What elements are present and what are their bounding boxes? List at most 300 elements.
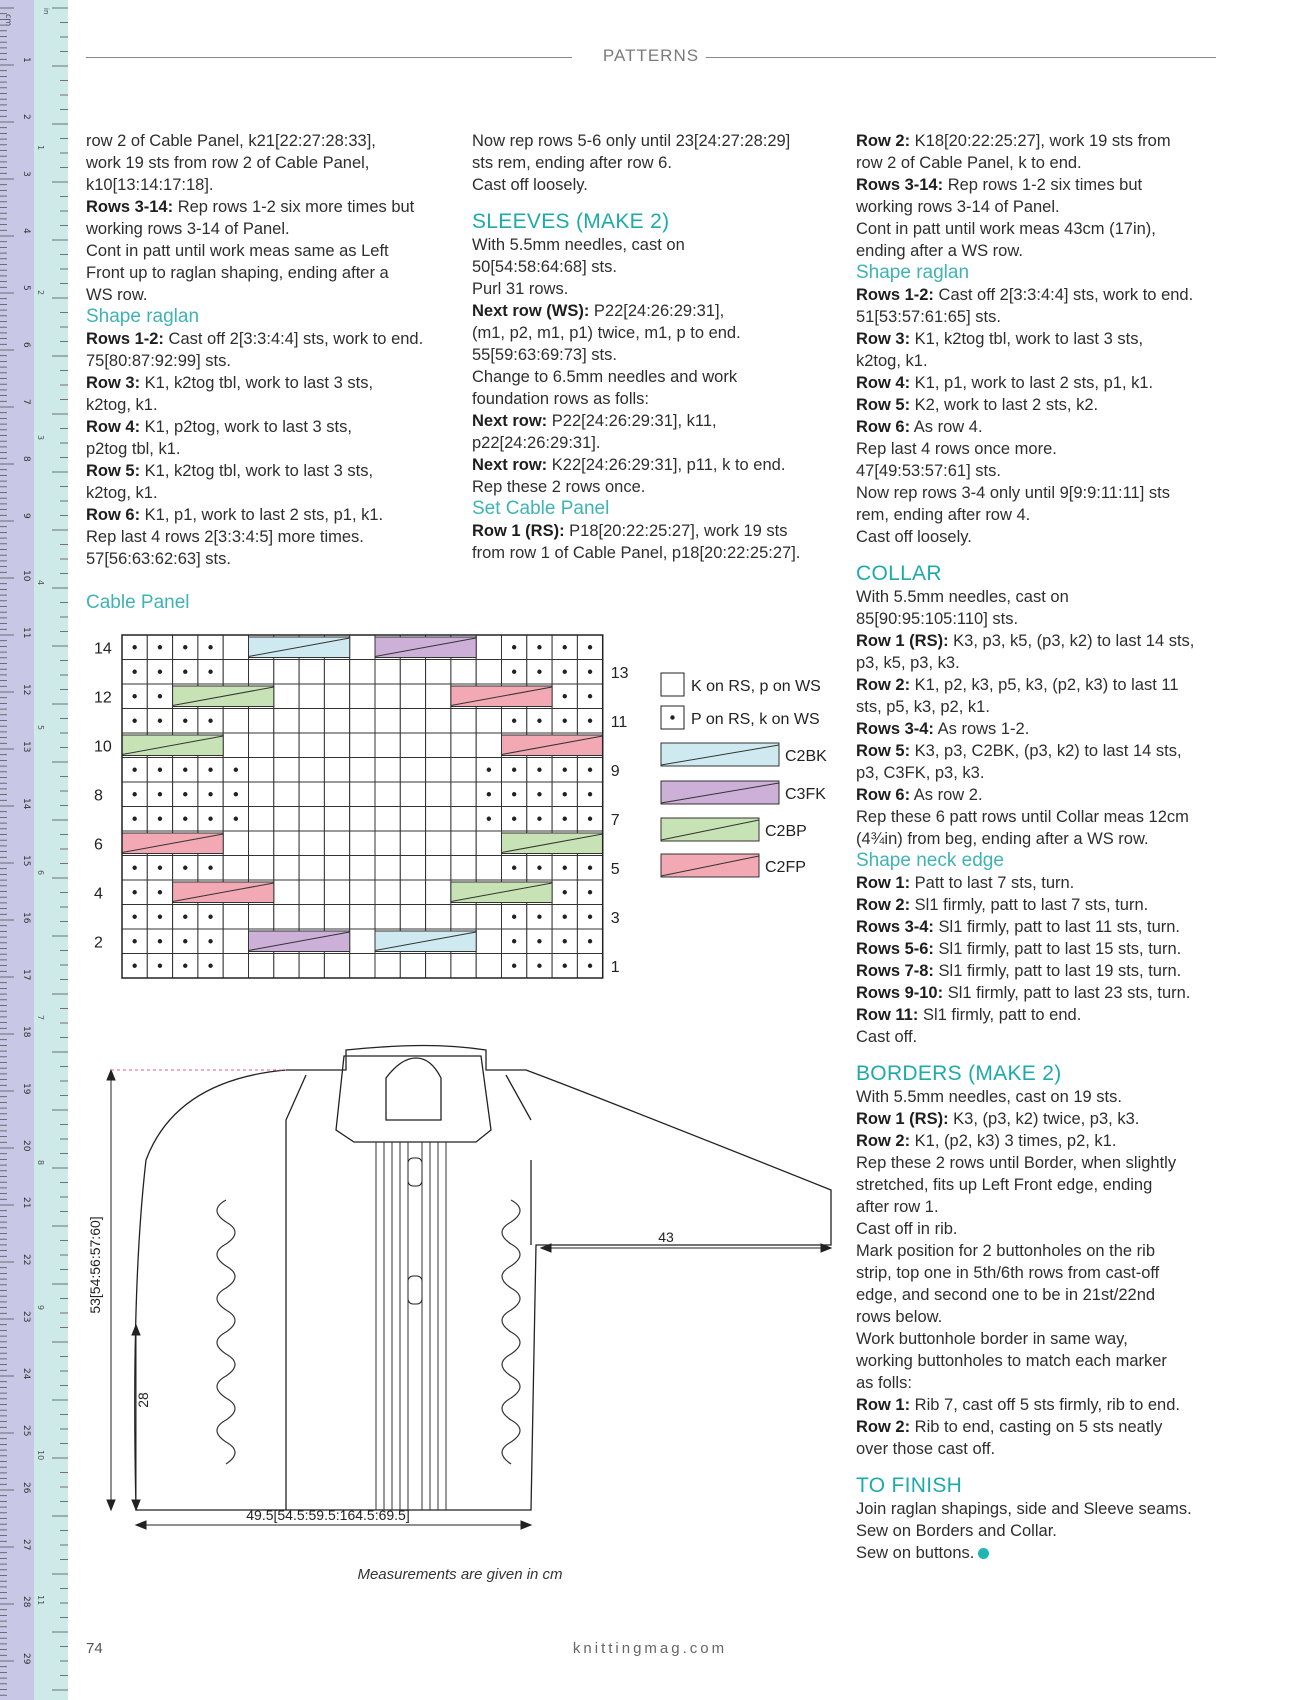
row-number: 8 [94,787,103,805]
text-line: row 2 of Cable Panel, k to end. [856,154,1082,172]
cm-mark: 5 [21,285,31,291]
cm-mark: 10 [21,570,31,582]
row-number: 1 [610,958,620,976]
instruction: Row 5: K2, work to last 2 sts, k2. [856,396,1099,414]
chart-cell [400,807,425,832]
purl-dot [537,719,541,723]
instruction: Row 6: K1, p1, work to last 2 sts, p1, k1. [86,506,384,524]
cm-mark: 29 [21,1653,31,1665]
cm-mark: 11 [21,627,31,639]
chart-cell [426,856,451,881]
purl-dot [537,670,541,674]
text-line: sts, p5, k3, p2, k1. [856,698,990,716]
text-line: p2tog tbl, k1. [86,440,181,458]
chart-cell [400,905,425,930]
purl-dot [183,939,187,943]
purl-dot [487,792,491,796]
chart-cell [375,807,400,832]
purl-dot [512,768,516,772]
inch-mark: 2 [36,290,45,296]
chart-cell [223,733,248,758]
purl-dot [183,817,187,821]
text-line: Cast off loosely. [856,528,972,546]
chart-cell [375,758,400,783]
text-line: p3, C3FK, p3, k3. [856,764,985,782]
chart-cell [299,807,324,832]
chart-cell [451,758,476,783]
purl-dot [588,915,592,919]
chart-cell [350,807,375,832]
cm-mark: 28 [21,1596,31,1608]
purl-dot [208,792,212,796]
chart-cell [249,758,274,783]
button-icon [408,1276,422,1304]
chart-cell [324,733,349,758]
chart-cell [299,880,324,905]
purl-dot [588,768,592,772]
chart-cell [451,831,476,856]
cm-mark: 9 [21,513,31,519]
instruction: Row 1: Rib 7, cast off 5 sts firmly, rib to end. [856,1396,1180,1414]
chart-cell [324,905,349,930]
cm-unit-label: cm [4,14,13,27]
purl-dot [512,915,516,919]
text-line: Cast off in rib. [856,1220,958,1238]
purl-dot [512,939,516,943]
row-number: 6 [94,836,103,854]
schematic-caption: Measurements are given in cm [357,1566,563,1583]
chart-cell [249,733,274,758]
chart-cell [299,905,324,930]
purl-dot [563,817,567,821]
chart-cell [324,758,349,783]
text-line: rows below. [856,1308,943,1326]
chart-cell [451,660,476,685]
cable-motif-right [502,1200,520,1464]
row-number: 11 [610,713,628,731]
purl-dot [158,645,162,649]
purl-dot [563,792,567,796]
purl-dot [183,792,187,796]
purl-dot [183,964,187,968]
text-line: working rows 3-14 of Panel. [86,220,290,238]
cm-mark: 26 [21,1482,31,1494]
purl-dot [158,939,162,943]
text-line: Cast off. [856,1028,918,1046]
purl-dot [132,792,136,796]
text-line: over those cast off. [856,1440,996,1458]
cable-panel-chart [86,630,866,1010]
cm-mark: 2 [21,114,31,120]
row-number: 3 [610,909,620,927]
chart-cell [375,905,400,930]
chart-cell [426,831,451,856]
purl-dot [208,964,212,968]
text-line: work 19 sts from row 2 of Cable Panel, [86,154,370,172]
cm-mark: 17 [21,969,31,981]
column-1 [86,130,456,614]
chart-cell [426,807,451,832]
purl-dot [512,817,516,821]
text-line: working rows 3-14 of Panel. [856,198,1060,216]
purl-dot [208,719,212,723]
inch-mark: 5 [36,725,45,731]
chart-cell [274,782,299,807]
cm-mark: 12 [21,684,31,696]
chart-cell [350,856,375,881]
purl-dot [588,792,592,796]
chart-cell [476,856,501,881]
page-number: 74 [86,1640,103,1657]
purl-dot [588,694,592,698]
chart-cell [451,856,476,881]
purl-dot [563,939,567,943]
instruction: Next row: K22[24:26:29:31], p11, k to end. [472,456,786,474]
text-line: 57[56:63:62:63] sts. [86,550,231,568]
purl-dot [563,645,567,649]
purl-dot [588,645,592,649]
chart-cell [299,954,324,979]
cm-mark: 8 [21,456,31,462]
text-line: as folls: [856,1374,912,1392]
inch-unit-label: in [42,8,50,15]
chart-cell [451,905,476,930]
width-measure: 49.5[54.5:59.5:164.5:69.5] [246,1507,410,1523]
purl-dot [208,768,212,772]
purl-dot [208,645,212,649]
text-line: ending after a WS row. [856,242,1023,260]
cm-mark: 3 [21,171,31,177]
cm-mark: 25 [21,1425,31,1437]
purl-dot [537,768,541,772]
button-icon [408,1158,422,1186]
row-number: 13 [610,664,629,682]
cm-mark: 23 [21,1311,31,1323]
instruction: Next row (WS): P22[24:26:29:31], [472,302,725,320]
cm-mark: 4 [21,228,31,234]
instruction: Rows 9-10: Sl1 firmly, patt to last 23 sts, turn. [856,984,1191,1002]
heading-borders: BORDERS (MAKE 2) [856,1062,1062,1085]
purl-dot [158,719,162,723]
chart-cell [476,733,501,758]
instruction: Row 2: Sl1 firmly, patt to last 7 sts, turn. [856,896,1149,914]
chart-cell [350,782,375,807]
text-line: k2tog, k1. [86,484,158,502]
text-line: 85[90:95:105:110] sts. [856,610,1019,628]
inch-mark: 11 [36,1595,45,1606]
instruction: Rows 3-14: Rep rows 1-2 six more times but [86,198,415,216]
cm-mark: 22 [21,1254,31,1266]
cm-mark: 20 [21,1140,31,1152]
chart-cell [223,856,248,881]
instruction: Row 1 (RS): K3, (p3, k2) twice, p3, k3. [856,1110,1140,1128]
purl-dot [158,670,162,674]
column-2 [472,130,842,564]
chart-cell [400,684,425,709]
text-line: sts rem, ending after row 6. [472,154,672,172]
text-line: rem, ending after row 4. [856,506,1031,524]
chart-cell [476,954,501,979]
instruction: Rows 1-2: Cast off 2[3:3:4:4] sts, work to end. [86,330,424,348]
footer-website: knittingmag.com [572,1640,728,1657]
purl-dot [512,866,516,870]
purl-dot [208,939,212,943]
chart-cell [249,660,274,685]
text-line: edge, and second one to be in 21st/22nd [856,1286,1156,1304]
chart-cell [274,733,299,758]
chart-cell [274,831,299,856]
inch-mark: 3 [36,435,45,441]
purl-dot [588,817,592,821]
purl-dot [132,817,136,821]
purl-dot [208,670,212,674]
instruction: Rows 1-2: Cast off 2[3:3:4:4] sts, work to end. [856,286,1194,304]
purl-dot [512,670,516,674]
purl-dot [158,866,162,870]
instruction: Row 1 (RS): K3, p3, k5, (p3, k2) to last 14 sts, [856,632,1195,650]
instruction: Row 6: As row 2. [856,786,983,804]
text-line: k2tog, k1. [86,396,158,414]
chart-cell [274,954,299,979]
subheading-shape-raglan: Shape raglan [856,262,970,283]
chart-cell [476,660,501,685]
chart-cell [400,733,425,758]
purl-dot [208,915,212,919]
chart-cell [451,807,476,832]
chart-cell [249,905,274,930]
purl-dot [588,866,592,870]
chart-cell [451,954,476,979]
purl-dot [512,719,516,723]
chart-cell [375,660,400,685]
height-measure: 53[54:56:57:60] [87,1216,103,1314]
chart-cell [223,929,248,954]
text-line: 47[49:53:57:61] sts. [856,462,1001,480]
text-line: after row 1. [856,1198,939,1216]
chart-cell [274,684,299,709]
purl-dot [537,792,541,796]
text-line: WS row. [86,286,148,304]
chart-cell [426,709,451,734]
inch-mark: 7 [36,1015,45,1021]
purl-dot [158,694,162,698]
text-line: Sew on Borders and Collar. [856,1522,1057,1540]
chart-cell [426,758,451,783]
purl-dot [132,768,136,772]
chart-cell [274,807,299,832]
subheading-cable-panel: Cable Panel [86,592,190,613]
instruction: Row 5: K1, k2tog tbl, work to last 3 sts, [86,462,374,480]
chart-cell [375,831,400,856]
column-3 [856,130,1246,1564]
chart-cell [400,660,425,685]
purl-dot [234,792,238,796]
purl-dot [563,768,567,772]
heading-to-finish: TO FINISH [856,1474,963,1497]
purl-dot [208,866,212,870]
chart-cell [223,954,248,979]
purl-dot [158,964,162,968]
text-line: p3, k5, p3, k3. [856,654,960,672]
cm-mark: 21 [21,1197,31,1209]
chart-cell [324,954,349,979]
chart-cell [426,905,451,930]
chart-cell [223,905,248,930]
chart-cell [324,660,349,685]
page-header [86,46,1216,66]
text-line: 75[80:87:92:99] sts. [86,352,231,370]
text-line: strip, top one in 5th/6th rows from cast-off [856,1264,1160,1282]
subheading-shape-raglan: Shape raglan [86,306,200,327]
chart-cell [249,954,274,979]
cm-mark: 15 [21,855,31,867]
text-line: With 5.5mm needles, cast on [856,588,1069,606]
purl-dot [537,915,541,919]
text-line: Rep these 2 rows until Border, when slightly [856,1154,1177,1172]
chart-cell [400,954,425,979]
purl-dot [158,768,162,772]
legend-cable-label: C3FK [785,786,826,803]
text-line: Rep last 4 rows once more. [856,440,1057,458]
chart-cell [426,782,451,807]
neck-opening [386,1058,441,1120]
purl-dot [588,964,592,968]
purl-dot [158,817,162,821]
purl-dot [588,670,592,674]
purl-dot [132,694,136,698]
chart-cell [350,758,375,783]
text-line: With 5.5mm needles, cast on 19 sts. [856,1088,1122,1106]
purl-dot [563,866,567,870]
chart-cell [274,856,299,881]
chart-cell [274,905,299,930]
purl-dot [158,915,162,919]
chart-cell [451,709,476,734]
cable-motif-left [217,1200,235,1464]
chart-cell [350,831,375,856]
legend-knit-label: K on RS, p on WS [691,678,821,695]
row-number: 7 [610,811,620,829]
purl-dot [132,670,136,674]
chart-cell [274,880,299,905]
purl-dot [183,915,187,919]
text-line: Front up to raglan shaping, ending after a [86,264,389,282]
text-line: k2tog, k1. [856,352,928,370]
section-title: PATTERNS [599,46,703,65]
inch-mark: 10 [36,1450,45,1461]
text-line: foundation rows as folls: [472,390,650,408]
instruction: Row 4: K1, p2tog, work to last 3 sts, [86,418,352,436]
chart-cell [400,709,425,734]
chart-cell [350,709,375,734]
chart-cell [299,758,324,783]
purl-dot [588,719,592,723]
chart-cell [249,856,274,881]
purl-dot [132,890,136,894]
chart-cell [223,660,248,685]
inch-mark: 1 [36,145,45,151]
row-number: 2 [94,934,103,952]
purl-dot [132,939,136,943]
text-line: Cast off loosely. [472,176,588,194]
chart-cell [400,831,425,856]
chart-cell [249,709,274,734]
chart-cell [400,782,425,807]
chart-cell [375,733,400,758]
heading-collar: COLLAR [856,562,942,585]
purl-dot [132,964,136,968]
text-line: row 2 of Cable Panel, k21[22:27:28:33], [86,132,376,150]
text-line: (4¾in) from beg, ending after a WS row. [856,830,1149,848]
cm-mark: 7 [21,399,31,405]
inch-mark: 4 [36,580,45,586]
text-line: 55[59:63:69:73] sts. [472,346,617,364]
chart-cell [400,758,425,783]
purl-dot [537,645,541,649]
instruction: Row 2: K1, (p2, k3) 3 times, p2, k1. [856,1132,1117,1150]
chart-cell [426,684,451,709]
legend-knit-swatch [661,673,684,696]
text-line: from row 1 of Cable Panel, p18[20:22:25:27]. [472,544,801,562]
purl-dot [537,817,541,821]
text-line: Rep these 6 patt rows until Collar meas 12cm [856,808,1189,826]
text-line: Now rep rows 3-4 only until 9[9:9:11:11] sts [856,484,1170,502]
chart-cell [451,733,476,758]
chart-cell [476,635,501,660]
cm-mark: 14 [21,798,31,810]
inch-mark: 8 [36,1160,45,1166]
purl-dot [537,866,541,870]
purl-dot [537,939,541,943]
instruction: Rows 7-8: Sl1 firmly, patt to last 19 sts, turn. [856,962,1182,980]
chart-cell [324,684,349,709]
text-line: Join raglan shapings, side and Sleeve seams. [856,1500,1192,1518]
row-number: 12 [94,689,112,707]
legend-cable-label: C2FP [765,859,806,876]
chart-cell [350,684,375,709]
chart-cell [299,782,324,807]
cm-mark: 6 [21,342,31,348]
chart-cell [223,635,248,660]
chart-cell [274,660,299,685]
chart-cell [375,782,400,807]
subheading-shape-neck-edge: Shape neck edge [856,850,1004,871]
chart-cell [223,709,248,734]
chart-cell [299,660,324,685]
cm-mark: 13 [21,741,31,753]
collar-outline [336,1056,491,1142]
text-line: Rep these 2 rows once. [472,478,646,496]
chart-cell [350,905,375,930]
chart-cell [350,733,375,758]
chart-cell [350,954,375,979]
purl-dot [234,817,238,821]
chart-cell [400,880,425,905]
chart-cell [274,709,299,734]
purl-dot [183,670,187,674]
row-number: 14 [94,640,112,658]
legend-purl-label: P on RS, k on WS [691,711,820,728]
chart-cell [426,880,451,905]
purl-dot [132,719,136,723]
raglan-right [506,1075,531,1120]
purl-dot [563,694,567,698]
purl-dot [487,768,491,772]
purl-dot [183,768,187,772]
purl-dot [563,964,567,968]
purl-dot [563,719,567,723]
chart-cell [324,807,349,832]
